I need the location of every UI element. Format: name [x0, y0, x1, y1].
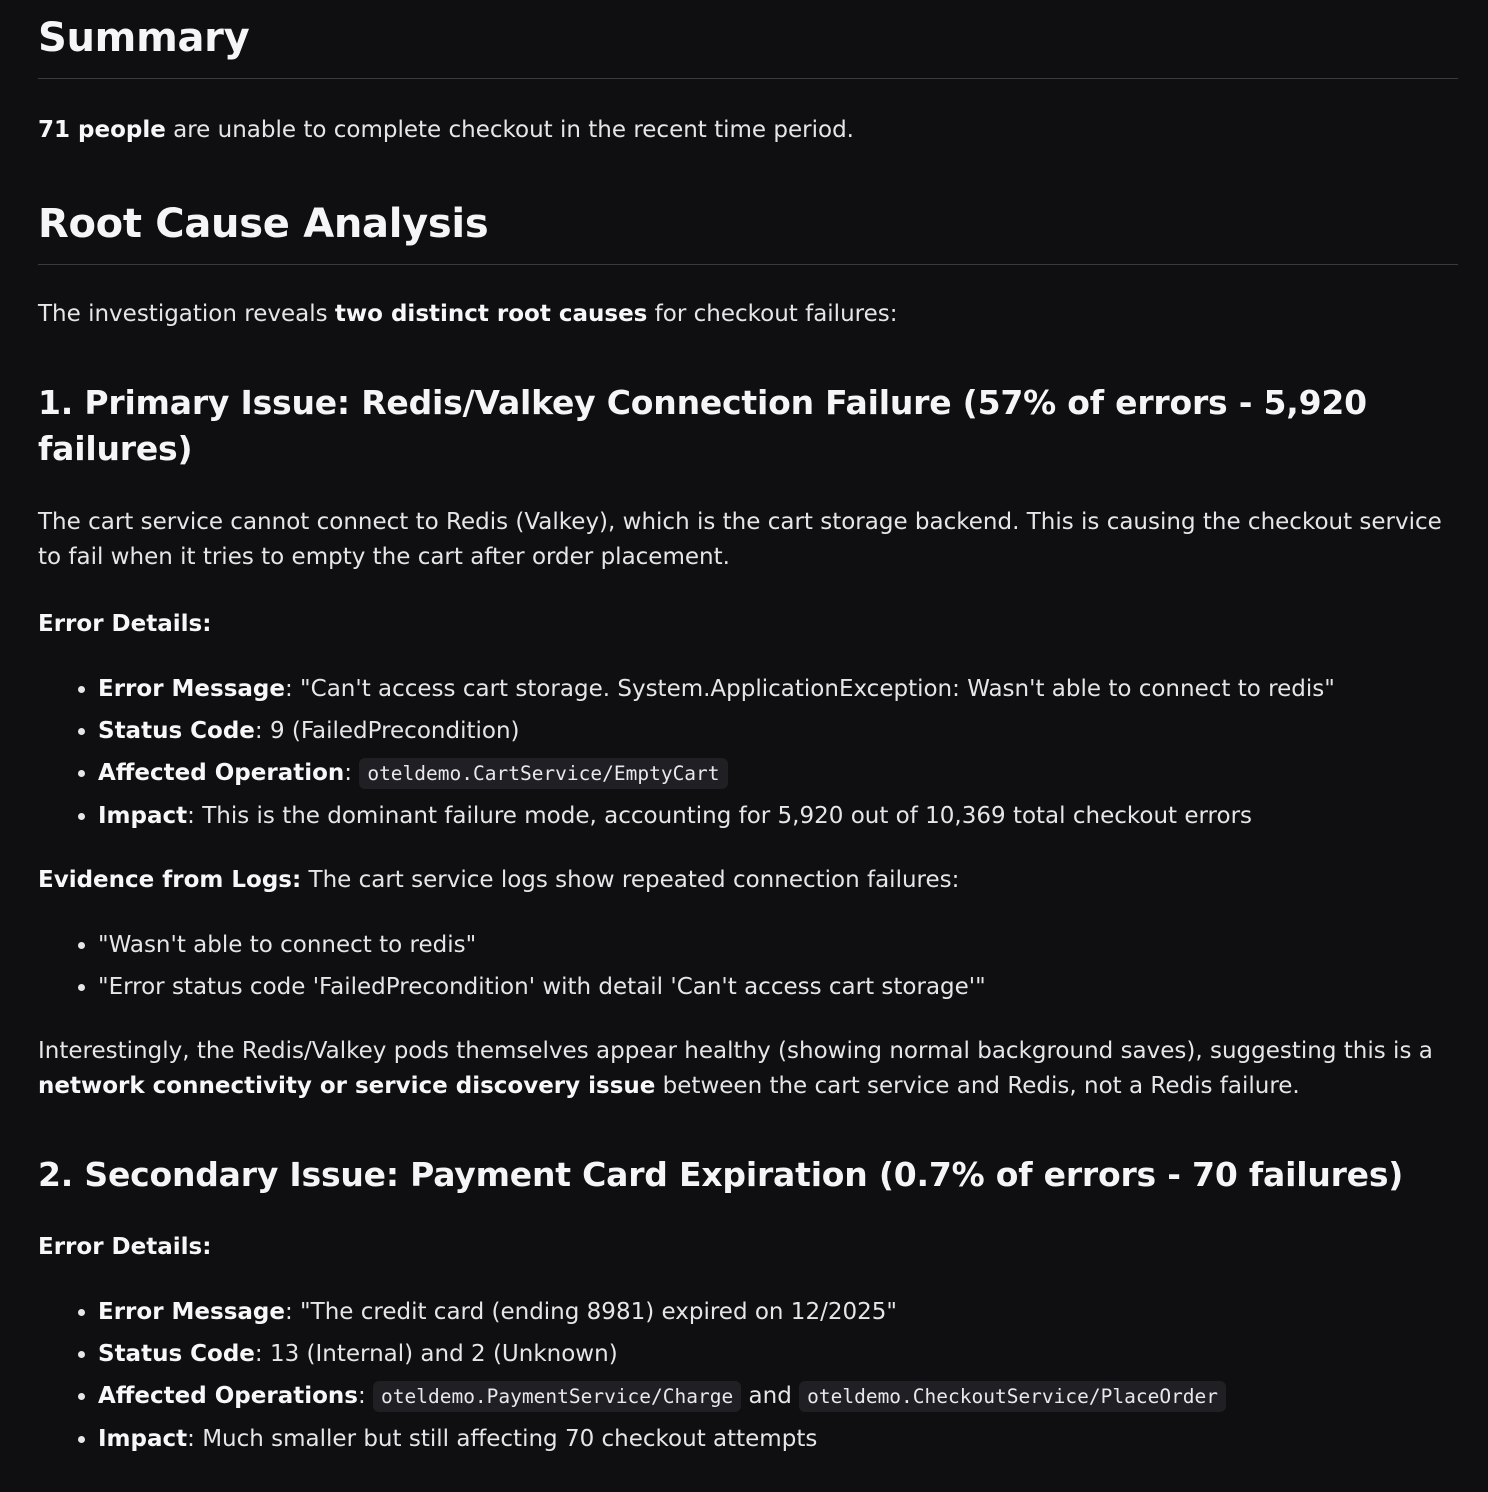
error-message-value: : "Can't access cart storage. System.ApplicationException: Wasn't able to connect to redis": [285, 676, 1335, 702]
affected-operation-label: Affected Operation: [98, 760, 345, 786]
primary-error-details-bold: Error Details:: [38, 611, 212, 637]
list-item: [98, 795, 1458, 837]
list-item: [98, 752, 1458, 795]
evidence-label: Evidence from Logs:: [38, 867, 302, 893]
rca-intro: [38, 297, 1458, 332]
rca-intro-tail: for checkout failures:: [647, 301, 898, 327]
summary-text: are unable to complete checkout in the recent time period.: [165, 117, 854, 143]
checkout-placeorder-code: oteldemo.CheckoutService/PlaceOrder: [799, 1381, 1226, 1412]
note-text: Interestingly, the Redis/Valkey pods themselves appear healthy (showing normal background saves), suggesting this is a: [38, 1038, 1433, 1064]
impact-value: : This is the dominant failure mode, accounting for 5,920 out of 10,369 total checkout errors: [187, 803, 1253, 829]
list-item: [98, 1418, 1458, 1460]
status-code-label: Status Code: [98, 718, 255, 744]
status-code-value: : 9 (FailedPrecondition): [254, 718, 520, 744]
list-item: • "Wasn't able to connect to redis": [98, 924, 1458, 966]
summary-heading: Summary: [38, 0, 1458, 79]
secondary-issue-heading: 2. Secondary Issue: Payment Card Expiration (0.7% of errors - 70 failures): [38, 1155, 1404, 1194]
evidence-list: [38, 924, 1458, 1008]
list-item: • "Error status code 'FailedPrecondition' with detail 'Can't access cart storage'": [98, 966, 1458, 1008]
list-item: [98, 1375, 1458, 1418]
affected-operations-label: Affected Operations: [98, 1383, 358, 1409]
rca-intro-text: The investigation reveals: [38, 301, 335, 327]
impact-value: : Much smaller but still affecting 70 checkout attempts: [187, 1426, 818, 1452]
primary-issue-heading: 1. Primary Issue: Redis/Valkey Connection Failure (57% of errors - 5,920 failures): [38, 383, 1367, 468]
evidence-text: The cart service logs show repeated connection failures:: [301, 867, 960, 893]
evidence-paragraph: [38, 863, 1458, 898]
error-message-value: : "The credit card (ending 8981) expired on 12/2025": [285, 1299, 897, 1325]
impact-label: Impact: [98, 803, 188, 829]
primary-error-details-label: [38, 607, 1458, 642]
primary-issue-description: The cart service cannot connect to Redis (Valkey), which is the cart storage backend. This is causing the checkout service to fail when it tries to empty the cart after order placement.: [38, 509, 1442, 570]
status-code-label: Status Code: [98, 1341, 255, 1367]
summary-paragraph: [38, 113, 1458, 148]
affected-operations-and: and: [741, 1383, 800, 1409]
affected-operations-separator: :: [357, 1383, 374, 1409]
error-message-label: Error Message: [98, 676, 285, 702]
rca-intro-bold: two distinct root causes: [334, 301, 648, 327]
list-item: [98, 1291, 1458, 1333]
status-code-value: : 13 (Internal) and 2 (Unknown): [254, 1341, 618, 1367]
root-cause-heading: Root Cause Analysis: [38, 198, 1458, 265]
affected-operation-separator: :: [344, 760, 360, 786]
affected-operation-code: oteldemo.CartService/EmptyCart: [359, 758, 727, 789]
secondary-error-details-bold: Error Details:: [38, 1234, 212, 1260]
healthy-pods-note: [38, 1034, 1458, 1104]
secondary-error-details-label: [38, 1230, 1458, 1265]
affected-people-count: 71 people: [38, 117, 166, 143]
error-message-label: Error Message: [98, 1299, 285, 1325]
list-item: [98, 1333, 1458, 1375]
secondary-error-details-list: [38, 1291, 1458, 1460]
primary-error-details-list: [38, 668, 1458, 837]
note-bold: network connectivity or service discovery issue: [38, 1073, 656, 1099]
impact-label: Impact: [98, 1426, 188, 1452]
note-tail: between the cart service and Redis, not a Redis failure.: [655, 1073, 1300, 1099]
list-item: [98, 710, 1458, 752]
payment-charge-code: oteldemo.PaymentService/Charge: [373, 1381, 741, 1412]
list-item: [98, 668, 1458, 710]
